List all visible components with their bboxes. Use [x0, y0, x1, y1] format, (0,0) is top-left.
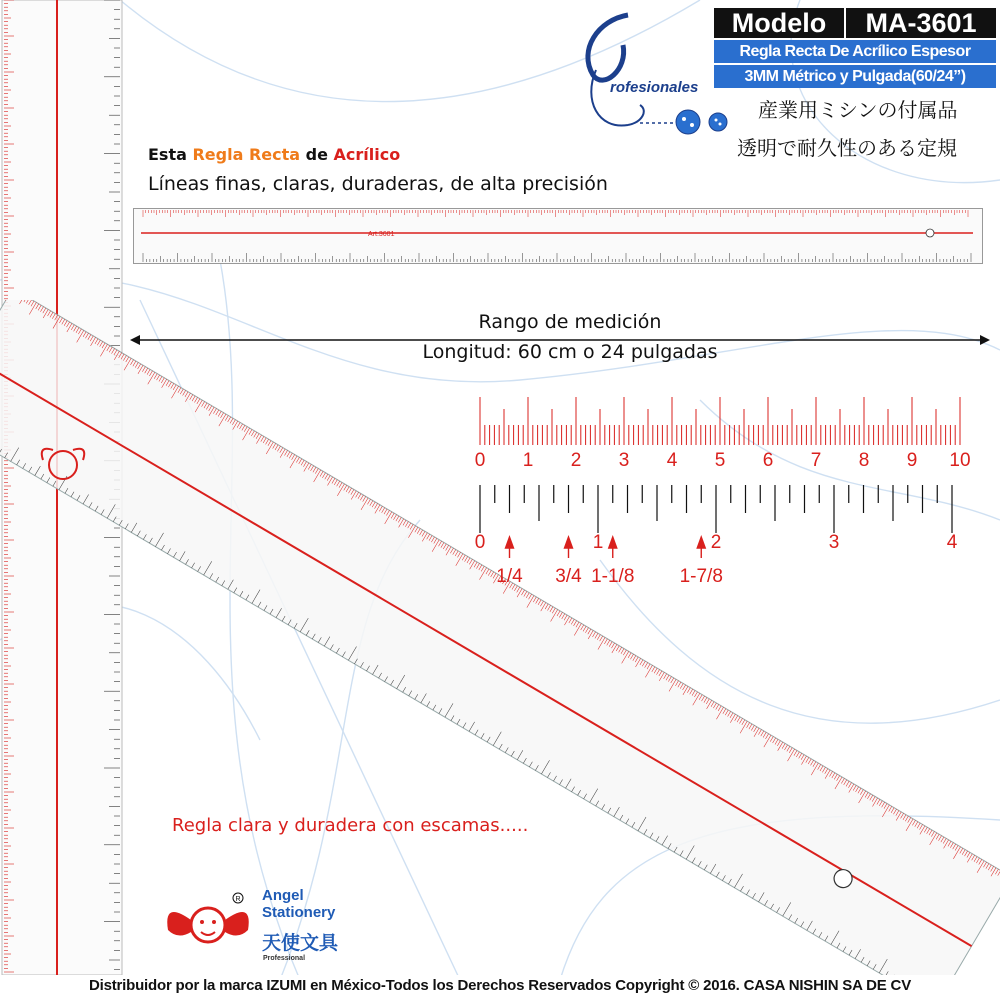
range-subtitle: Longitud: 60 cm o 24 pulgadas	[422, 341, 718, 363]
intro-title-part3: de	[300, 145, 334, 164]
metric-label: 10	[949, 450, 971, 471]
angel-mascot-icon	[38, 440, 88, 495]
metric-label: 1	[522, 450, 534, 471]
brand-name-cn: 天使文具	[262, 932, 339, 954]
model-label: Modelo	[714, 8, 846, 39]
caption: Regla clara y duradera con escamas.....	[172, 815, 529, 836]
fraction-label: 1-1/8	[591, 566, 635, 587]
footer-text: Distribuidor por la marca IZUMI en México-Todos los Derechos Reservados Copyright © 2016. CASA NISHIN SA DE CV	[88, 977, 911, 994]
product-line-2: 3MM Métrico y Pulgada(60/24”)	[714, 65, 996, 88]
intro-title	[148, 145, 400, 164]
buttons-icon	[640, 105, 740, 140]
angel-logo-icon	[158, 890, 258, 960]
ruler-preview	[133, 208, 983, 264]
metric-label: 7	[810, 450, 822, 471]
range-title: Rango de medición	[478, 311, 662, 333]
ruler-preview-art-label: Art.3601	[368, 231, 395, 238]
intro-title-part2: Regla Recta	[192, 145, 301, 164]
metric-label: 9	[906, 450, 918, 471]
intro-title-part4: Acrílico	[333, 145, 401, 164]
fraction-label: 1/4	[496, 566, 523, 587]
metric-label: 4	[666, 450, 678, 471]
metric-label: 6	[762, 450, 774, 471]
metric-label: 2	[570, 450, 582, 471]
brand-name-line1: Angel	[262, 887, 304, 904]
brand-name-line2: Stationery	[262, 904, 336, 921]
fraction-arrow	[565, 537, 573, 558]
fraction-arrow	[697, 537, 705, 558]
svg-text:R: R	[235, 896, 241, 903]
inch-label: 0	[474, 532, 486, 553]
measurement-scales	[470, 390, 980, 590]
jp-line-2: 透明で耐久性のある定規	[737, 136, 957, 160]
model-box	[714, 8, 996, 38]
brand-tagline: Professional	[263, 955, 306, 962]
jp-line-1: 産業用ミシンの付属品	[758, 98, 958, 122]
metric-label: 3	[618, 450, 630, 471]
metric-label: 5	[714, 450, 726, 471]
inch-label: 4	[946, 532, 958, 553]
product-line-1: Regla Recta De Acrílico Espesor	[714, 40, 996, 63]
intro-title-part1: Esta	[148, 145, 193, 164]
inch-label: 3	[828, 532, 840, 553]
fraction-arrow	[506, 537, 514, 558]
metric-label: 8	[858, 450, 870, 471]
logo-text: rofesionales	[610, 79, 699, 96]
fraction-label: 3/4	[555, 566, 582, 587]
fraction-label: 1-7/8	[679, 566, 723, 587]
intro-subtitle: Líneas finas, claras, duraderas, de alta precisión	[148, 173, 608, 195]
model-value: MA-3601	[865, 7, 977, 38]
metric-label: 0	[474, 450, 486, 471]
fraction-arrow	[609, 537, 617, 558]
inch-label: 2	[710, 532, 722, 553]
inch-label: 1	[592, 532, 604, 553]
brand-name	[262, 887, 335, 921]
